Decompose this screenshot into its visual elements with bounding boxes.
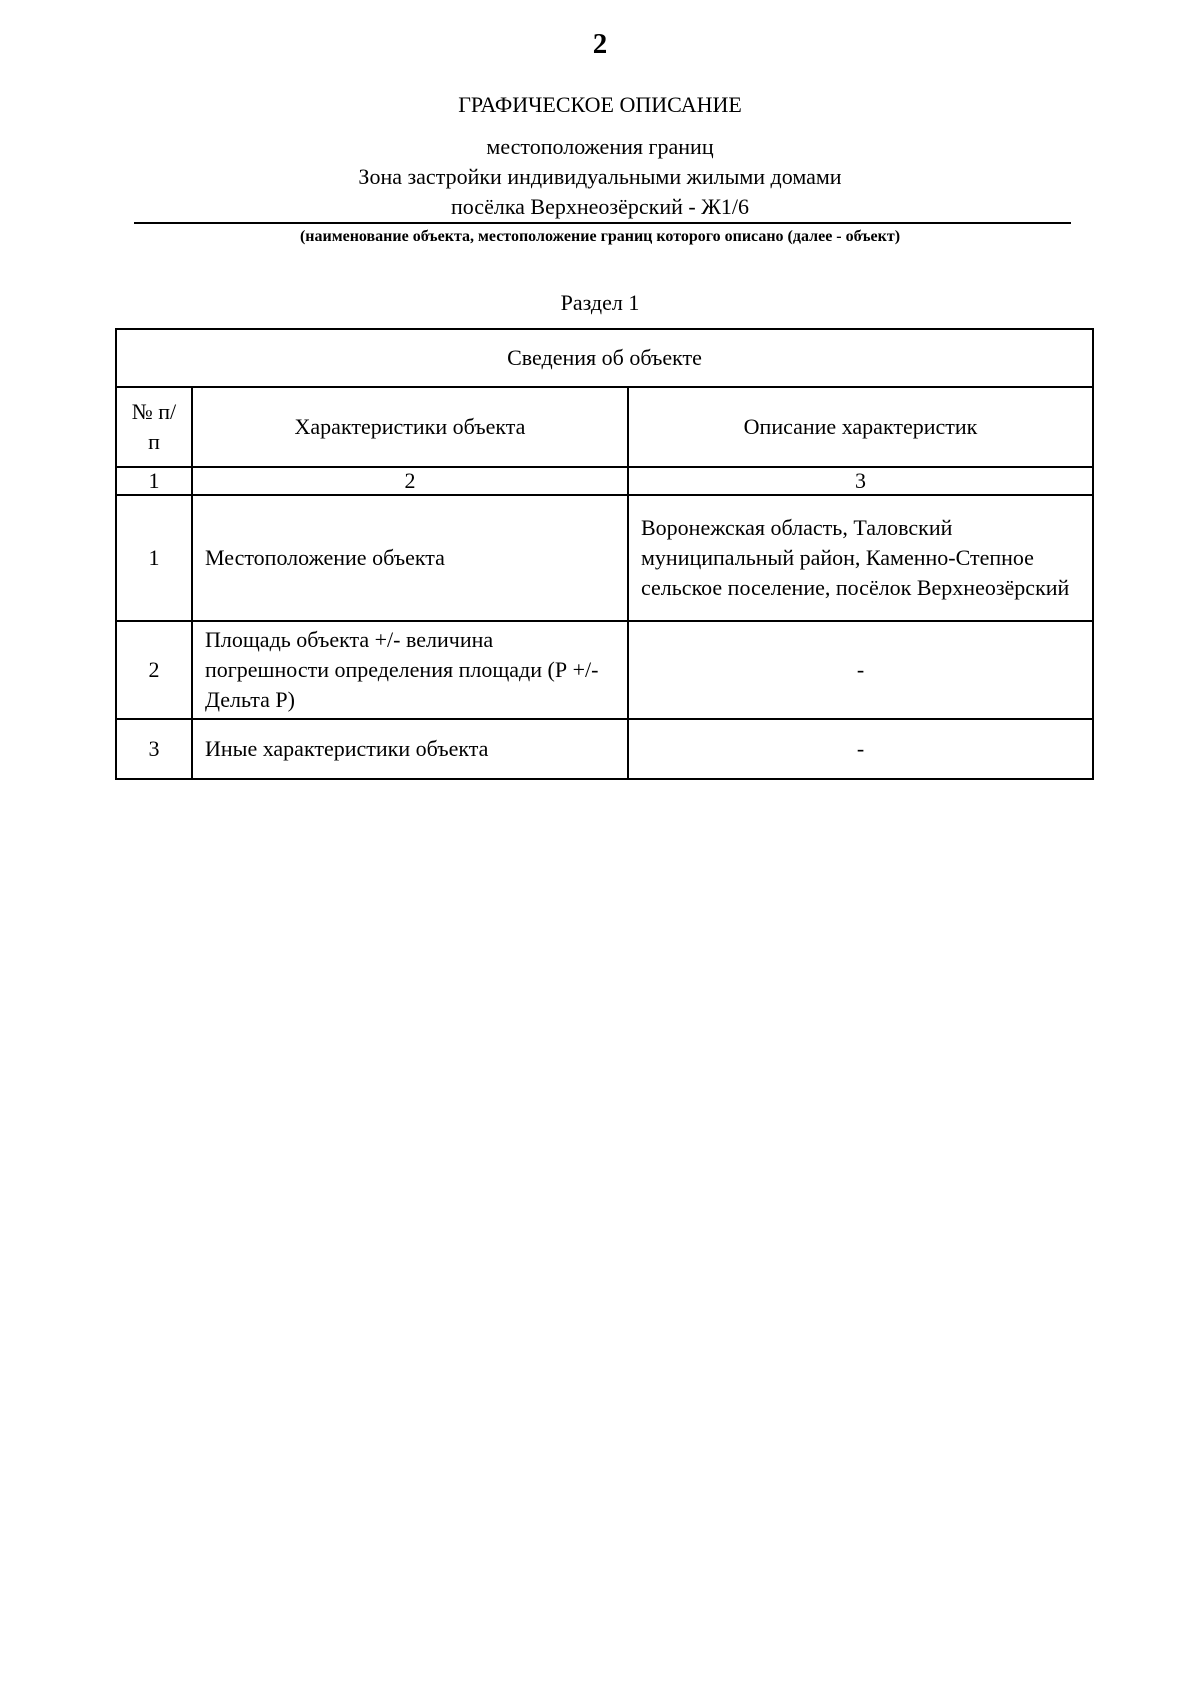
column-index: 1 xyxy=(116,467,192,495)
table-row xyxy=(116,621,1093,719)
column-index: 2 xyxy=(192,467,628,495)
row-number: 2 xyxy=(116,621,192,719)
row-characteristic: Иные характеристики объекта xyxy=(192,719,628,779)
table-title: Сведения об объекте xyxy=(116,329,1093,387)
section-label: Раздел 1 xyxy=(560,290,640,315)
column-index: 3 xyxy=(628,467,1093,495)
header-characteristic: Характеристики объекта xyxy=(192,387,628,467)
underline-rule xyxy=(134,222,1071,224)
table-title-row xyxy=(116,329,1093,387)
table-row xyxy=(116,719,1093,779)
object-caption: (наименование объекта, местоположение границ которого описано (далее - объект) xyxy=(299,228,901,245)
row-characteristic: Площадь объекта +/- величина погрешности определения площади (Р +/- Дельта Р) xyxy=(192,621,628,719)
subtitle-line: Зона застройки индивидуальными жилыми домами xyxy=(358,164,842,189)
page-number: 2 xyxy=(592,28,608,60)
object-info-table xyxy=(115,328,1094,780)
row-number: 3 xyxy=(116,719,192,779)
subtitle-line: посёлка Верхнеозёрский - Ж1/6 xyxy=(450,194,750,219)
row-description: - xyxy=(628,621,1093,719)
header-number: № п/п xyxy=(116,387,192,467)
column-index-row xyxy=(116,467,1093,495)
row-description: Воронежская область, Таловский муниципальный район, Каменно-Степное сельское поселение, посёлок Верхнеозёрский xyxy=(628,495,1093,621)
row-description: - xyxy=(628,719,1093,779)
document-title: ГРАФИЧЕСКОЕ ОПИСАНИЕ xyxy=(458,92,742,117)
table-row xyxy=(116,495,1093,621)
object-name-block xyxy=(0,132,1200,222)
row-characteristic: Местоположение объекта xyxy=(192,495,628,621)
row-number: 1 xyxy=(116,495,192,621)
table-header-row xyxy=(116,387,1093,467)
subtitle-line: местоположения границ xyxy=(486,134,714,159)
header-description: Описание характеристик xyxy=(628,387,1093,467)
